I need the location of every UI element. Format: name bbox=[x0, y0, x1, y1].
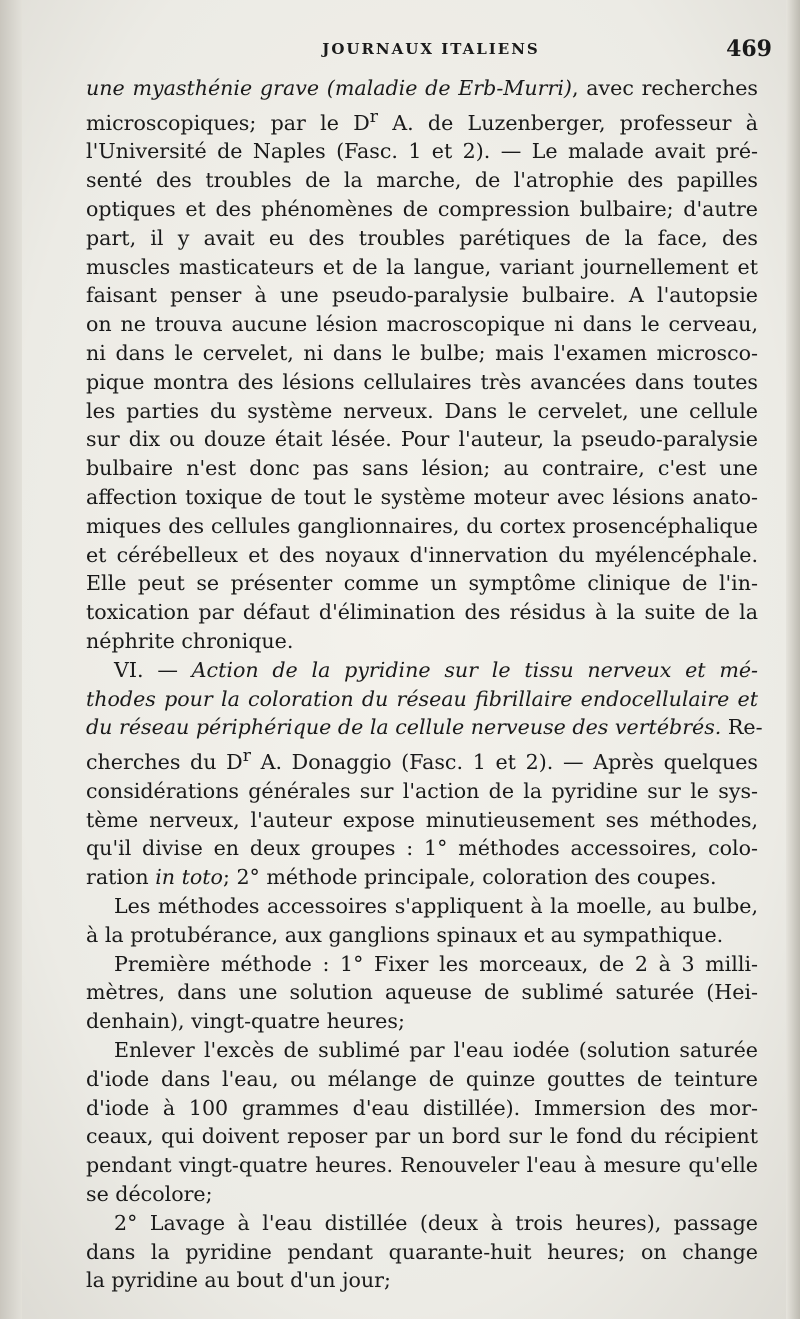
section-numeral: VI. — bbox=[114, 657, 192, 682]
text-line: cherches du $D^r$ A. Donaggio (Fasc. 1 et 2). — Après quelques bbox=[86, 746, 758, 775]
italic-title: une myasthénie grave (maladie de Erb-Murri) bbox=[86, 76, 572, 100]
text-line: microscopiques; par le $D^r$ A. de Luzenberger, professeur à bbox=[86, 106, 759, 135]
text-line: pendant vingt-quatre heures. Renouveler l'eau à mesure qu'elle bbox=[86, 1153, 758, 1178]
paragraph-methods bbox=[86, 892, 758, 950]
text-line: 2° Lavage à l'eau distillée (deux à trois heures), passage bbox=[114, 1210, 758, 1235]
text-line: à la protubérance, aux ganglions spinaux et au sympathique. bbox=[86, 922, 724, 947]
text-line: Elle peut se présenter comme un symptôme clinique de l'in- bbox=[86, 571, 758, 596]
text-line: pique montra des lésions cellulaires très avancées dans toutes bbox=[86, 369, 758, 394]
text-line: faisant penser à une pseudo-paralysie bulbaire. A l'autopsie bbox=[86, 283, 758, 308]
text-line: et cérébelleux et des noyaux d'innervation du myélencéphale. bbox=[86, 542, 758, 567]
text-line: néphrite chronique. bbox=[86, 629, 294, 653]
section-heading-line: thodes pour la coloration du réseau fibrillaire endocellulaire et bbox=[86, 686, 758, 711]
text-line: ceaux, qui doivent reposer par un bord sur le fond du récipient bbox=[86, 1124, 758, 1149]
text-line: dans la pyridine pendant quarante-huit heures; on change bbox=[86, 1239, 758, 1264]
page-edge-left bbox=[0, 0, 22, 1319]
text-line: considérations générales sur l'action de la pyridine sur le sys- bbox=[86, 778, 758, 803]
running-head-title: JOURNAUX ITALIENS bbox=[322, 40, 540, 58]
text-line: l'Université de Naples (Fasc. 1 et 2). — Le malade avait pré- bbox=[86, 139, 758, 164]
text-line: Enlever l'excès de sublimé par l'eau iodée (solution saturée bbox=[114, 1038, 758, 1063]
text-line: bulbaire n'est donc pas sans lésion; au contraire, c'est une bbox=[86, 456, 758, 481]
text-line: la pyridine au bout d'un jour; bbox=[86, 1268, 391, 1293]
text-line: d'iode à 100 grammes d'eau distillée). Immersion des mor- bbox=[86, 1095, 758, 1120]
text-line: on ne trouva aucune lésion macroscopique ni dans le cerveau, bbox=[86, 312, 758, 337]
text-line: qu'il divise en deux groupes : 1° méthodes accessoires, colo- bbox=[86, 836, 758, 861]
text-line: denhain), vingt-quatre heures; bbox=[86, 1009, 405, 1034]
text-line: sur dix ou douze était lésée. Pour l'auteur, la pseudo-paralysie bbox=[86, 427, 758, 452]
text-line: ni dans le cervelet, ni dans le bulbe; mais l'examen microsco- bbox=[86, 341, 758, 366]
section-vi bbox=[86, 656, 763, 892]
text-line: une myasthénie grave (maladie de Erb-Murri), avec recherches bbox=[86, 76, 758, 100]
text-line: optiques et des phénomènes de compression bulbaire; d'autre bbox=[86, 197, 758, 222]
text-line: Première méthode : 1° Fixer les morceaux, de 2 à 3 milli- bbox=[114, 951, 758, 976]
text-line: affection toxique de tout le système moteur avec lésions anato- bbox=[86, 485, 758, 510]
text-line: muscles masticateurs et de la langue, variant journellement et bbox=[86, 254, 758, 279]
text-line: mètres, dans une solution aqueuse de sublimé saturée (Hei- bbox=[86, 980, 758, 1005]
running-head bbox=[86, 36, 776, 68]
paragraph-iodine bbox=[86, 1036, 758, 1209]
text-line: ration in toto; 2° méthode principale, coloration des coupes. bbox=[86, 865, 717, 890]
paragraph-myasthenia bbox=[86, 74, 758, 656]
body-text bbox=[86, 74, 763, 1295]
text-line: se décolore; bbox=[86, 1182, 213, 1206]
text-line: les parties du système nerveux. Dans le cervelet, une cellule bbox=[86, 398, 758, 423]
text-line: part, il y avait eu des troubles parétiques de la face, des bbox=[86, 225, 758, 250]
text-line: miques des cellules ganglionnaires, du cortex prosencéphalique bbox=[86, 513, 758, 538]
section-heading-line bbox=[86, 656, 758, 685]
text-line: tème nerveux, l'auteur expose minutieusement ses méthodes, bbox=[86, 807, 758, 832]
text-line: d'iode dans l'eau, ou mélange de quinze gouttes de teinture bbox=[86, 1066, 758, 1091]
section-title: Action de la pyridine sur le tissu nerveux et mé- bbox=[191, 657, 758, 682]
text-line: toxication par défaut d'élimination des résidus à la suite de la bbox=[86, 600, 758, 625]
section-heading-line: du réseau périphérique de la cellule nerveuse des vertébrés. Re- bbox=[86, 715, 763, 740]
page-edge-right bbox=[786, 0, 800, 1319]
text-line: senté des troubles de la marche, de l'atrophie des papilles bbox=[86, 168, 758, 193]
page-number: 469 bbox=[726, 36, 772, 62]
paragraph-wash bbox=[86, 1209, 758, 1295]
paragraph-first-method bbox=[86, 950, 758, 1036]
text-line: Les méthodes accessoires s'appliquent à la moelle, au bulbe, bbox=[114, 894, 758, 919]
